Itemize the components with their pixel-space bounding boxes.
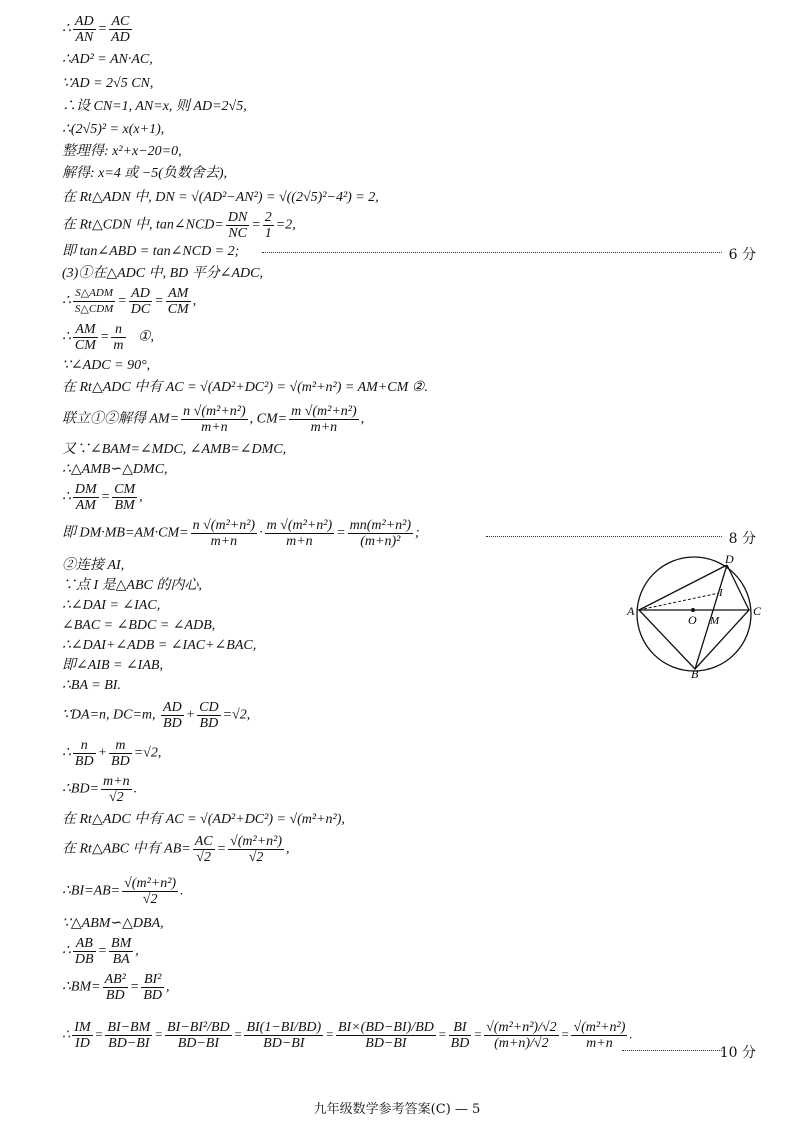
label-m: M [710, 615, 720, 627]
line-21: ∵点 I 是△ABC 的内心, [62, 578, 202, 593]
line-28: ∴ $\frac{n}{BD}$ + $\frac{m}{BD}$ =√2, [62, 738, 162, 769]
line-14: 在 Rt△ADC 中有 AC = √(AD²+DC²) = √(m²+n²) = AM+CM ②. [62, 380, 428, 395]
line-32: ∴BI=AB= $\frac{\text{√(m²+n²)}}{√2}$ . [62, 876, 184, 907]
line-27: ∵DA=n, DC=m, $\frac{AD}{BD}$ + $\frac{CD}{BD}$ =√2, [62, 700, 251, 731]
label-i: I [719, 587, 723, 599]
line-34: ∴ $\frac{AB}{DB}$ = $\frac{BM}{BA}$ , [62, 936, 139, 967]
label-d: D [725, 552, 734, 566]
segment-ai-dashed [639, 593, 719, 610]
segment-dc [727, 565, 749, 610]
line-9: 即 tan∠ABD = tan∠NCD = 2; [62, 244, 240, 259]
line-30: 在 Rt△ADC 中有 AC = √(AD²+DC²) = √(m²+n²), [62, 812, 345, 827]
line-0: ∴ $\frac{AD}{AN}$ = $\frac{AC}{AD}$ [62, 14, 130, 45]
line-36: ∴ $\frac{IM}{ID}$ = $\frac{BI-BM}{BD-BI}$ = $\frac{\text{BI−BI²/BD}}{BD-BI}$ = $\frac{BI(1-BI/BD)}{BD-BI}$ = $\frac{BI\times(BD-BI)/BD}{BD-BI}$ = $\frac{BI}{BD}$ = $\frac{\text{√(m²+n²)/√2}}{(m+n)/√2}$ = $\frac{\text{√(m²+n²)}}{m+n}$ . [62, 1020, 633, 1051]
line-8: 在 Rt△CDN 中, tan∠NCD= $\frac{DN}{NC}$ = $\frac{2}{1}$ =2, [62, 210, 296, 241]
label-b: B [691, 667, 699, 681]
line-33: ∵△ABM∽△DBA, [62, 916, 164, 931]
point-o [691, 608, 695, 612]
line-19: 即 DM·MB=AM·CM= $\frac{\text{n √(m²+n²)}}{m+n}$ · $\frac{\text{m √(m²+n²)}}{m+n}$ = $\frac{\text{mn(m²+n²)}}{\text{(m+n)²}}$ ; [62, 518, 420, 549]
line-29: ∴BD= $\frac{m+n}{√2}$ . [62, 774, 138, 805]
line-7: 在 Rt△ADN 中, DN = √(AD²−AN²) = √((2√5)²−4²) = 2, [62, 190, 379, 205]
segment-ad [639, 565, 727, 610]
line-12: ∴ $\frac{AM}{CM}$ = $\frac{n}{m}$ ①, [62, 322, 155, 353]
line-11: ∴ $\frac{\text{S△ADM}}{\text{S△CDM}}$ = $\frac{AD}{DC}$ = $\frac{AM}{CM}$ , [62, 286, 197, 317]
line-4: ∴(2√5)² = x(x+1), [62, 122, 165, 137]
line-15: 联立①②解得 AM= $\frac{\text{n √(m²+n²)}}{m+n}$ , CM= $\frac{\text{m √(m²+n²)}}{m+n}$ , [62, 404, 365, 435]
leader-dots [486, 536, 722, 537]
line-1: ∴AD² = AN·AC, [62, 52, 153, 67]
line-35: ∴BM= $\frac{\text{AB²}}{BD}$ = $\frac{\text{BI²}}{BD}$ , [62, 972, 170, 1003]
line-31: 在 Rt△ABC 中有 AB= $\frac{AC}{√2}$ = $\frac{\text{√(m²+n²)}}{√2}$ , [62, 834, 290, 865]
line-22: ∴∠DAI = ∠IAC, [62, 598, 161, 613]
leader-dots [262, 252, 722, 253]
label-c: C [753, 604, 762, 618]
line-26: ∴BA = BI. [62, 678, 121, 693]
page-footer: 九年级数学参考答案(C) — 5 [313, 1102, 481, 1117]
label-o: O [688, 613, 697, 627]
line-25: 即∠AIB = ∠IAB, [62, 658, 163, 673]
score-6: 6 分 [728, 247, 756, 263]
line-24: ∴∠DAI+∠ADB = ∠IAC+∠BAC, [62, 638, 257, 653]
label-a: A [627, 604, 635, 618]
line-20: ②连接 AI, [62, 558, 125, 573]
line-3: ∴设 CN=1, AN=x, 则 AD=2√5, [62, 99, 247, 114]
line-10: (3)①在△ADC 中, BD 平分∠ADC, [62, 266, 263, 281]
line-6: 解得: x=4 或 −5(负数舍去), [62, 166, 228, 181]
score-8: 8 分 [728, 531, 756, 547]
circle-geometry-figure [622, 552, 782, 682]
line-5: 整理得: x²+x−20=0, [62, 144, 182, 159]
leader-dots [622, 1050, 722, 1051]
score-10: 10 分 [719, 1045, 756, 1061]
line-23: ∠BAC = ∠BDC = ∠ADB, [62, 618, 216, 633]
line-17: ∴△AMB∽△DMC, [62, 462, 168, 477]
line-16: 又∵∠BAM=∠MDC, ∠AMB=∠DMC, [62, 442, 287, 457]
line-2: ∵AD = 2√5 CN, [62, 76, 154, 91]
line-13: ∵∠ADC = 90°, [62, 358, 151, 373]
line-18: ∴ $\frac{DM}{AM}$ = $\frac{CM}{BM}$ , [62, 482, 143, 513]
